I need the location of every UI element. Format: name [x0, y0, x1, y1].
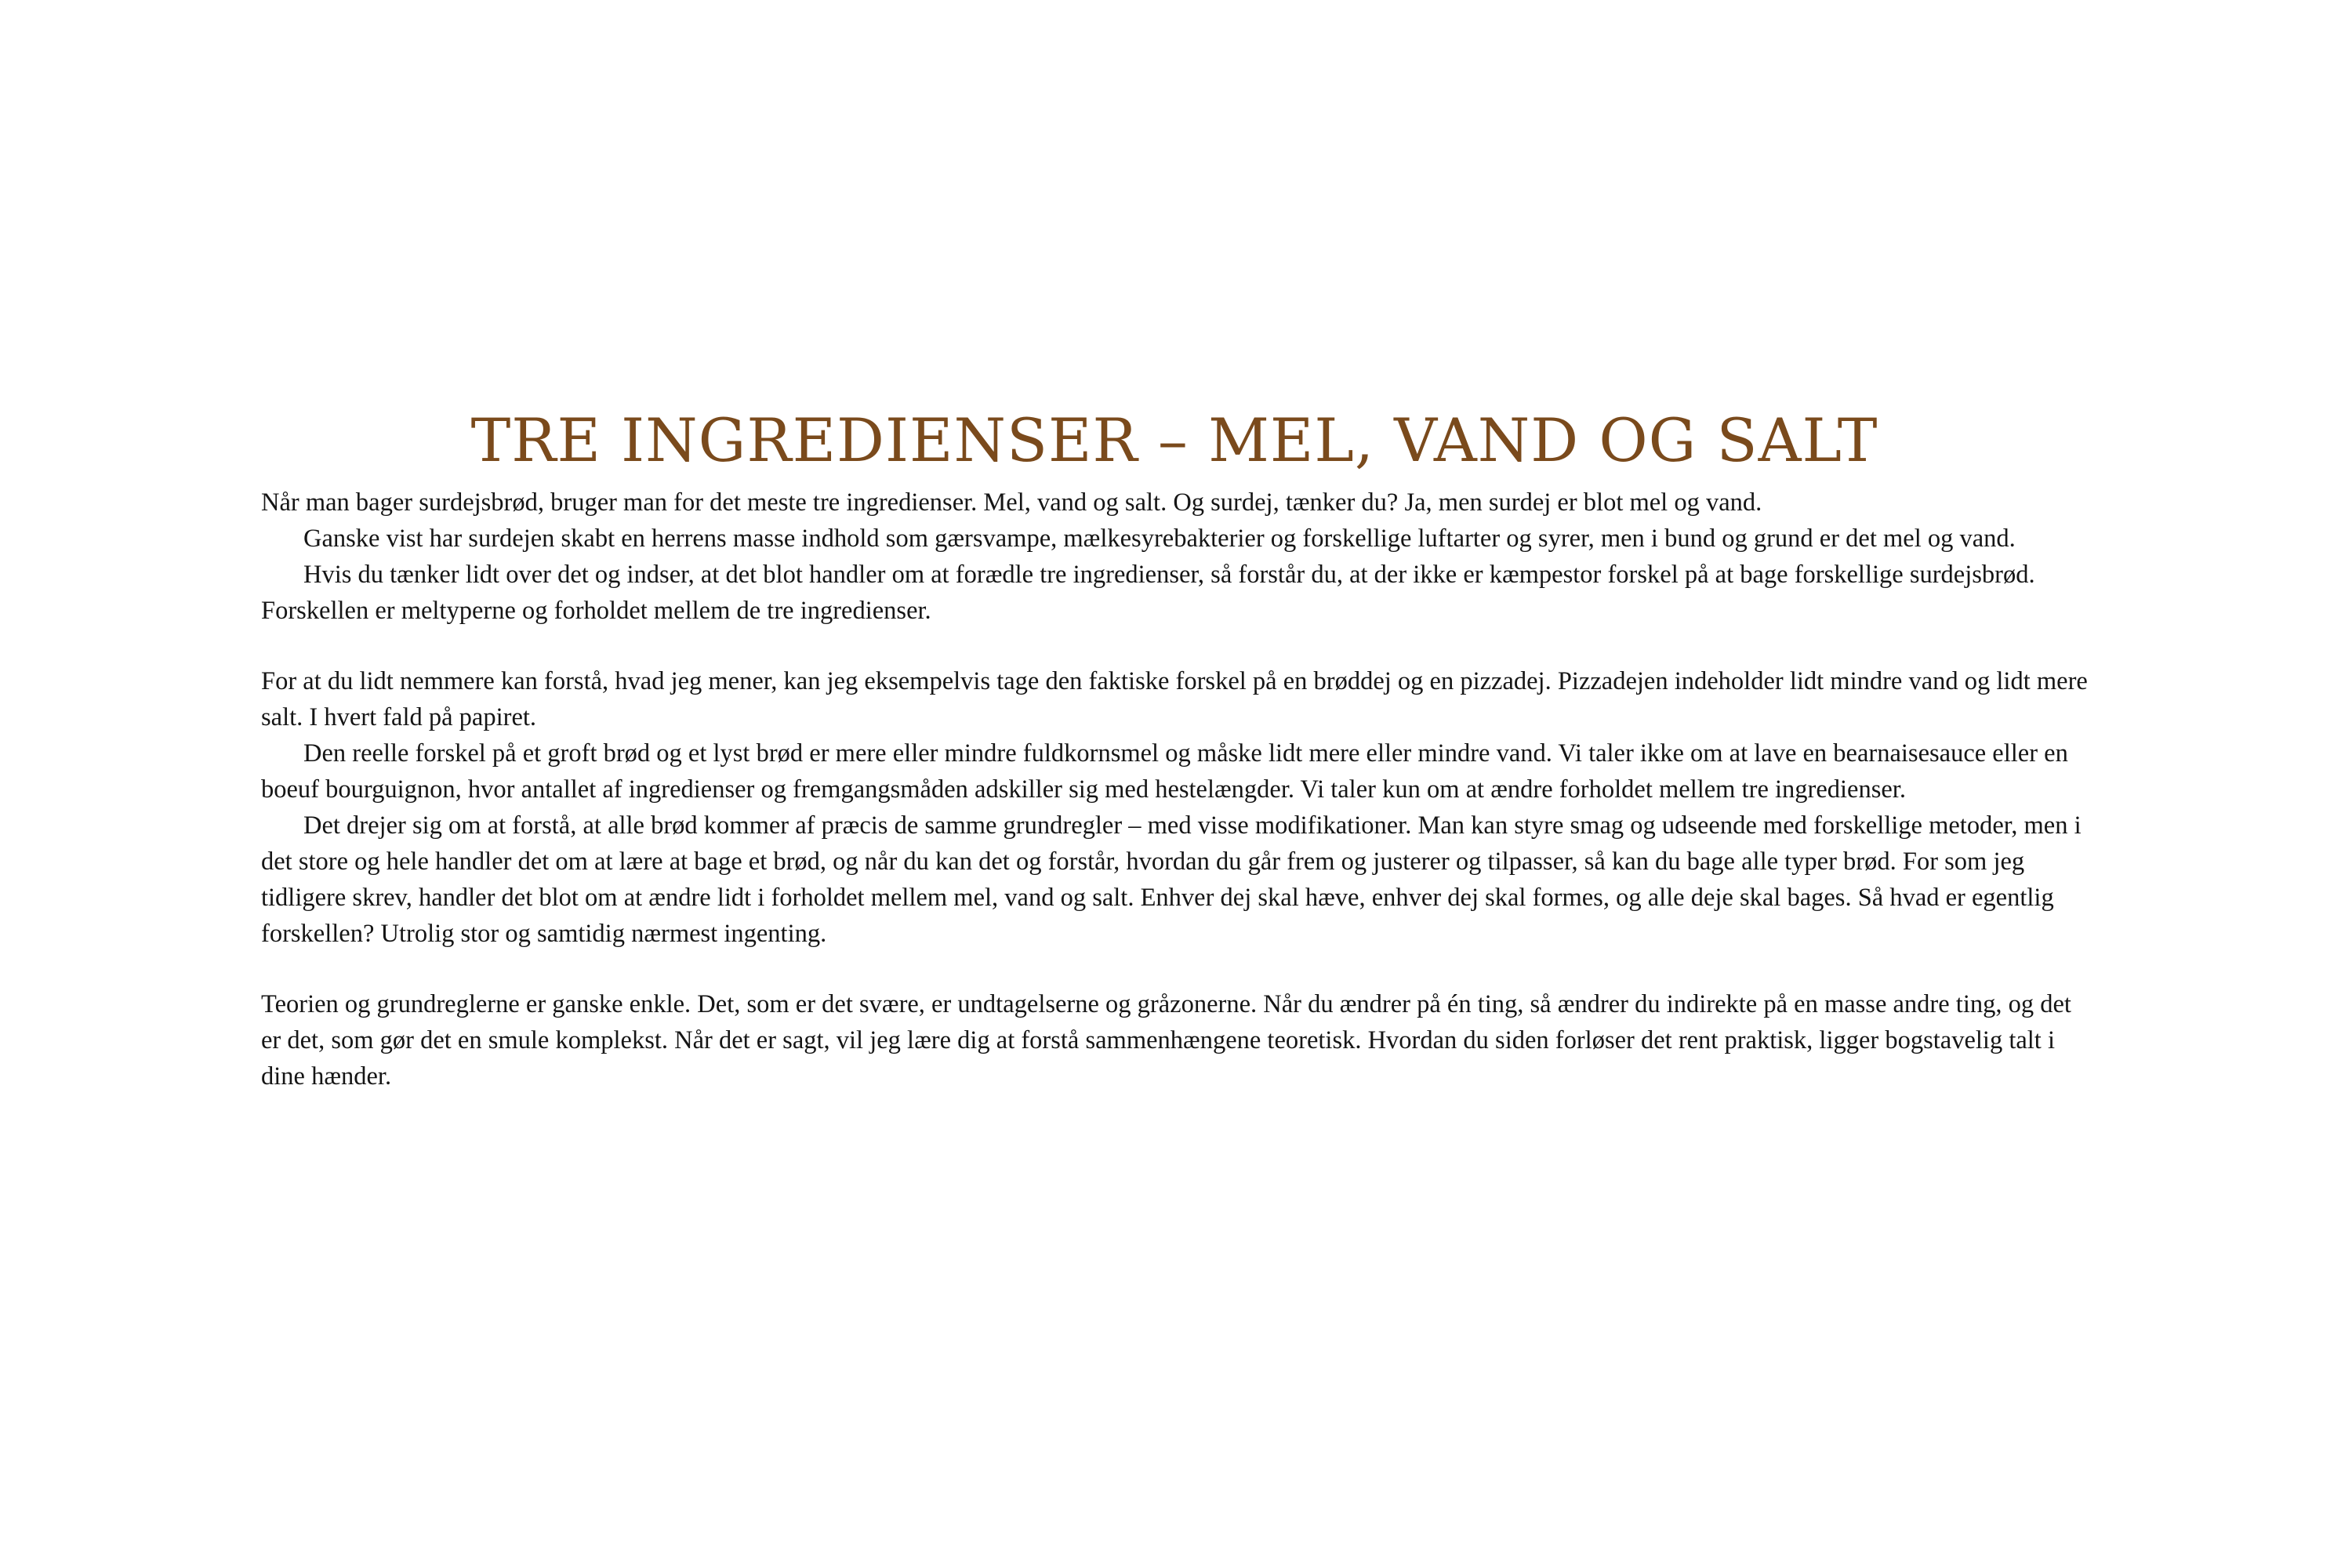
page-title: TRE INGREDIENSER – MEL, VAND OG SALT — [470, 405, 1878, 475]
body-text — [261, 485, 2088, 1094]
section-1 — [261, 485, 2088, 629]
paragraph: Ganske vist har surdejen skabt en herrens masse indhold som gærsvampe, mælkesyrebakterier og forskellige luftarter og syrer, men i bund og grund er det mel og vand. — [303, 524, 2016, 553]
paragraph: Det drejer sig om at forstå, at alle brød kommer af præcis de samme grundregler – med visse modifikationer. Man kan styre smag og udseende med forskellige metoder, men i det store og hele handler det om at lære at bage et brød, og når du kan det og forstår, hvordan du går frem og justerer og tilpasser, så kan du bage alle typer brød. For som jeg tidligere skrev, handler det blot om at ændre lidt i forholdet mellem mel, vand og salt. Enhver dej skal hæve, enhver dej skal formes, og alle deje skal bages. Så hvad er egentlig forskellen? Utrolig stor og samtidig nærmest ingenting. — [261, 811, 2082, 948]
paragraph: Når man bager surdejsbrød, bruger man for det meste tre ingredienser. Mel, vand og salt. Og surdej, tænker du? Ja, men surdej er blot mel og vand. — [261, 488, 1762, 517]
paragraph: Hvis du tænker lidt over det og indser, at det blot handler om at forædle tre ingredienser, så forstår du, at der ikke er kæmpestor forskel på at bage forskellige surdejsbrød. Forskellen er meltyperne og forholdet mellem de tre ingredienser. — [261, 560, 2035, 625]
paragraph: Teorien og grundreglerne er ganske enkle. Det, som er det svære, er undtagelserne og gråzonerne. Når du ændrer på én ting, så ændrer du indirekte på en masse andre ting, og det er det, som gør det en smule komplekst. Når det er sagt, vil jeg lære dig at forstå sammenhængene teoretisk. Hvordan du siden forløser det rent praktisk, ligger bogstavelig talt i dine hænder. — [261, 989, 2071, 1091]
section-2 — [261, 663, 2088, 952]
paragraph: For at du lidt nemmere kan forstå, hvad jeg mener, kan jeg eksempelvis tage den faktiske forskel på en brøddej og en pizzadej. Pizzadejen indeholder lidt mindre vand og lidt mere salt. I hvert fald på papiret. — [261, 666, 2088, 731]
paragraph: Den reelle forskel på et groft brød og et lyst brød er mere eller mindre fuldkornsmel og måske lidt mere eller mindre vand. Vi taler ikke om at lave en bearnaisesauce eller en boeuf bourguignon, hvor antallet af ingredienser og fremgangsmåden adskiller sig med hestelængder. Vi taler kun om at ændre forholdet mellem tre ingredienser. — [261, 739, 2068, 804]
document-page — [261, 405, 2088, 1129]
section-3 — [261, 986, 2088, 1094]
